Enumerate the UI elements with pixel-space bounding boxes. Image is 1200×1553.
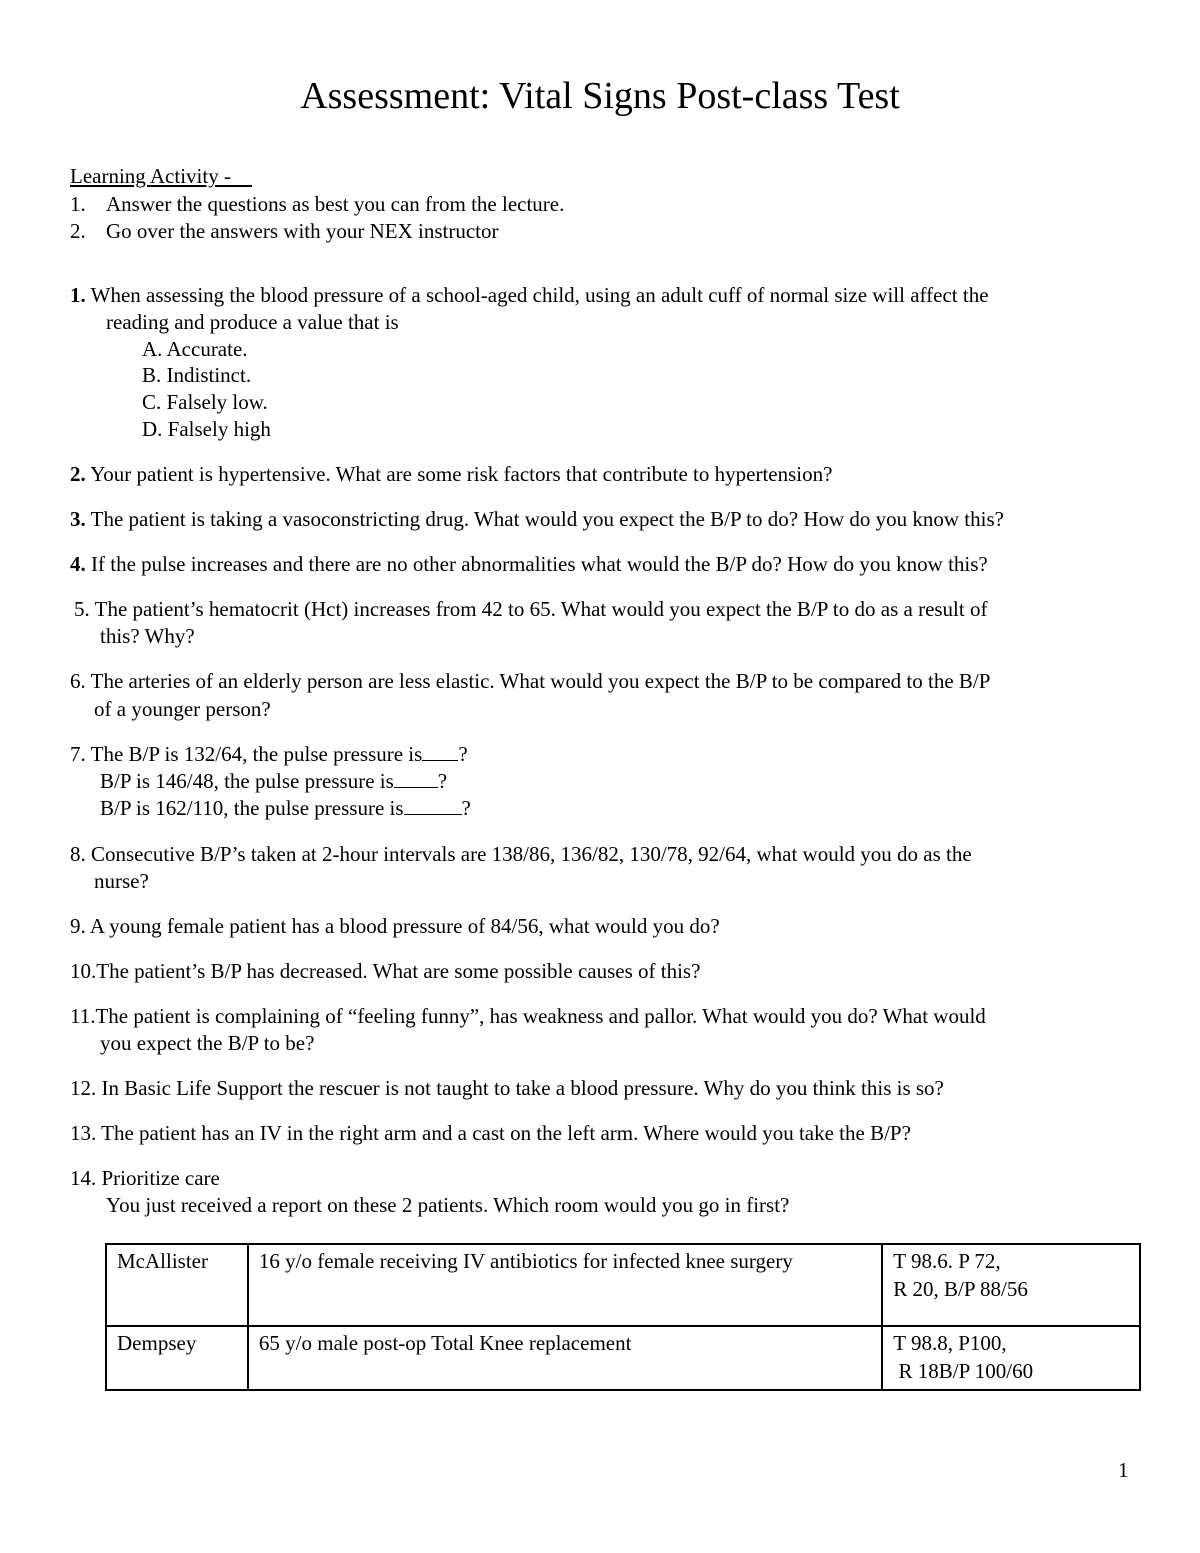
- question-2: [70, 461, 832, 487]
- question-text-continued: of a younger person?: [94, 697, 271, 721]
- question-5: 5. The patient’s hematocrit (Hct) increases from 42 to 65. What would you expect the B/P to do as a result of: [74, 597, 988, 621]
- table-row: [106, 1244, 1140, 1326]
- question-text: The patient is taking a vasoconstricting drug. What would you expect the B/P to do? How do you know this?: [90, 507, 1004, 531]
- question-1: [70, 282, 989, 308]
- answer-blank[interactable]: [394, 769, 438, 788]
- question-suffix: ?: [461, 796, 471, 820]
- question-6: 6. The arteries of an elderly person are less elastic. What would you expect the B/P to be compared to the B/P: [70, 669, 991, 693]
- question-10: 10.The patient’s B/P has decreased. What are some possible causes of this?: [70, 959, 701, 983]
- question-text: B/P is 162/110, the pulse pressure is: [100, 796, 404, 820]
- question-text: Your patient is hypertensive. What are some risk factors that contribute to hypertension?: [90, 462, 833, 486]
- activity-step-number: 1.: [70, 192, 86, 216]
- question-12: 12. In Basic Life Support the rescuer is not taught to take a blood pressure. Why do you think this is so?: [70, 1076, 944, 1100]
- answer-blank[interactable]: [404, 796, 462, 815]
- question-text-continued: You just received a report on these 2 patients. Which room would you go in first?: [106, 1193, 790, 1217]
- table-row: [106, 1326, 1140, 1390]
- vitals-line: R 20, B/P 88/56: [893, 1277, 1028, 1301]
- answer-option: A. Accurate.: [142, 337, 248, 361]
- page-number: 1: [1118, 1458, 1129, 1482]
- question-7: [70, 741, 468, 767]
- question-text: If the pulse increases and there are no other abnormalities what would the B/P do? How do you know this?: [91, 552, 988, 576]
- activity-step-text: Go over the answers with your NEX instructor: [106, 219, 499, 243]
- question-text-continued: this? Why?: [100, 624, 195, 648]
- question-text: B/P is 146/48, the pulse pressure is: [100, 769, 394, 793]
- question-suffix: ?: [437, 769, 448, 793]
- vitals-line: R 18B/P 100/60: [893, 1359, 1034, 1383]
- patient-table: [105, 1243, 1141, 1391]
- question-11: 11.The patient is complaining of “feeling funny”, has weakness and pallor. What would you do? What would: [70, 1004, 986, 1028]
- question-3: [70, 506, 1004, 532]
- question-number: 3.: [70, 507, 86, 531]
- vitals-line: T 98.8, P100,: [893, 1331, 1007, 1355]
- answer-blank[interactable]: [422, 742, 458, 761]
- question-7-line-2: [100, 768, 447, 794]
- question-text: 7. The B/P is 132/64, the pulse pressure is: [70, 742, 423, 766]
- patient-description-cell: 65 y/o male post-op Total Knee replacement: [248, 1326, 882, 1390]
- activity-step-text: Answer the questions as best you can from the lecture.: [106, 192, 565, 216]
- learning-activity-heading: Learning Activity -: [70, 164, 231, 188]
- patient-vitals-cell: [882, 1244, 1140, 1326]
- question-13: 13. The patient has an IV in the right arm and a cast on the left arm. Where would you take the B/P?: [70, 1121, 911, 1145]
- question-text-continued: you expect the B/P to be?: [100, 1031, 315, 1055]
- activity-step-number: 2.: [70, 219, 86, 243]
- question-suffix: ?: [458, 742, 468, 766]
- patient-description-cell: 16 y/o female receiving IV antibiotics for infected knee surgery: [248, 1244, 882, 1326]
- question-9: 9. A young female patient has a blood pressure of 84/56, what would you do?: [70, 914, 720, 938]
- vitals-line: T 98.6. P 72,: [893, 1249, 1001, 1273]
- patient-name-cell: Dempsey: [106, 1326, 248, 1390]
- question-text-continued: nurse?: [94, 869, 149, 893]
- question-number: 2.: [70, 462, 86, 486]
- question-7-line-3: [100, 795, 471, 821]
- question-14: 14. Prioritize care: [70, 1166, 220, 1190]
- question-8: 8. Consecutive B/P’s taken at 2-hour intervals are 138/86, 136/82, 130/78, 92/64, what would you do as the: [70, 842, 972, 866]
- answer-option: D. Falsely high: [142, 417, 271, 441]
- question-4: [70, 551, 988, 577]
- page-title: Assessment: Vital Signs Post-class Test: [300, 75, 900, 117]
- question-number: 1.: [70, 283, 86, 307]
- patient-vitals-cell: [882, 1326, 1140, 1390]
- question-text-continued: reading and produce a value that is: [106, 310, 399, 334]
- patient-name-cell: McAllister: [106, 1244, 248, 1326]
- question-text: When assessing the blood pressure of a school-aged child, using an adult cuff of normal size will affect the: [90, 283, 989, 307]
- answer-option: C. Falsely low.: [142, 390, 268, 414]
- question-number: 4.: [70, 552, 86, 576]
- answer-option: B. Indistinct.: [142, 363, 252, 387]
